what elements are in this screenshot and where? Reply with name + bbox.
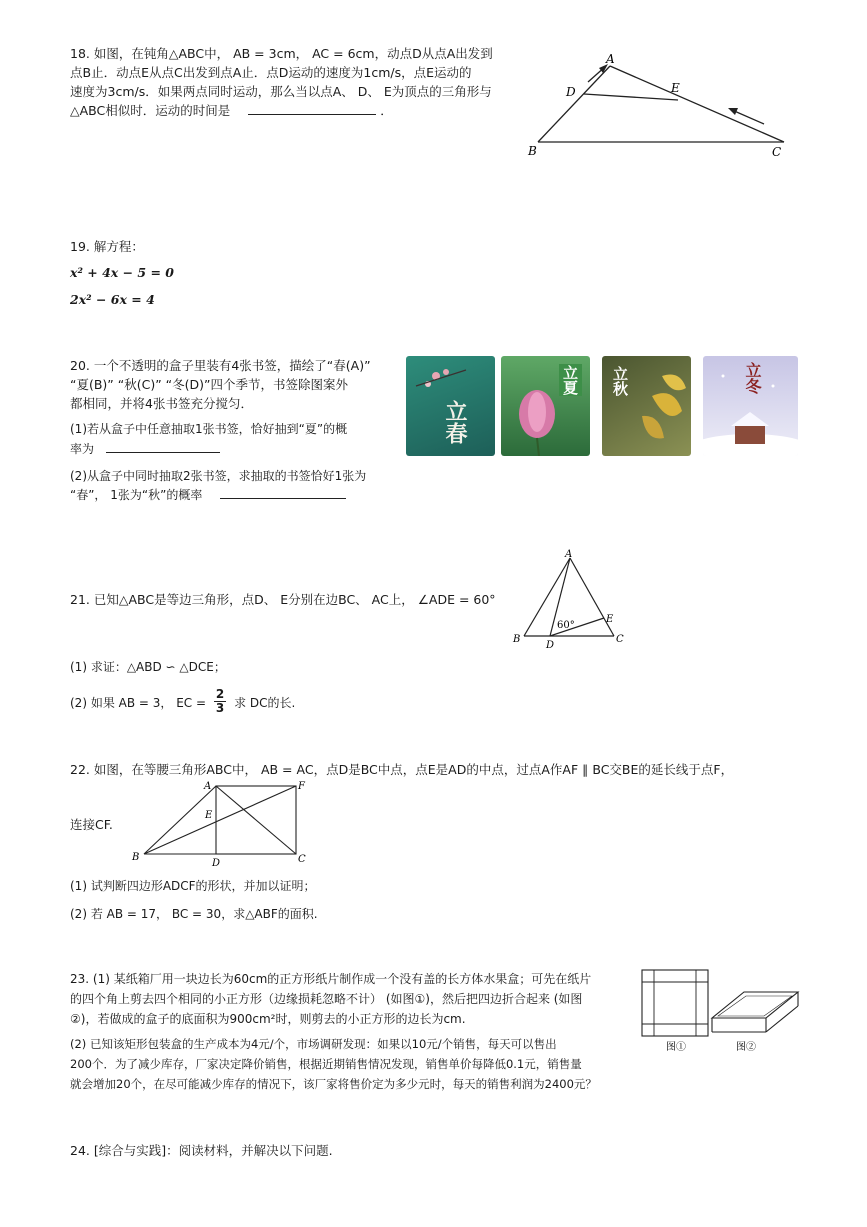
q21-fig-label-e: E — [606, 614, 614, 625]
bookmark-winter-label: 立冬 — [743, 362, 762, 394]
q23-fig1-caption: 图① — [666, 1042, 686, 1053]
q20-part1-blank[interactable] — [106, 440, 220, 453]
q20-part2-row — [70, 486, 346, 505]
q22-fig-label-c: C — [298, 854, 306, 865]
q23-line1: 23. (1) 某纸箱厂用一块边长为60cm的正方形纸片制作成一个没有盖的长方体水果盒；可先在纸片 — [70, 972, 592, 986]
q22-fig-label-d: D — [212, 858, 221, 868]
q21-part2-suffix: 求 DC的长. — [234, 696, 296, 710]
bookmark-spring-label: 立春 — [442, 400, 468, 444]
q20-part1-row — [70, 440, 220, 459]
q21-fraction-num: 2 — [215, 687, 225, 701]
q21-fig-label-a: A — [565, 549, 573, 560]
q18-line4-row — [70, 101, 393, 120]
q23-figure-1 — [640, 966, 712, 1056]
q18-line4-end: ． — [380, 103, 393, 118]
q18-fig-label-a: A — [606, 52, 615, 66]
q21-fig-label-c: C — [616, 634, 624, 645]
q22-part2: (2) 若 AB = 17， BC = 30，求△ABF的面积. — [70, 907, 318, 921]
q18-figure — [524, 52, 794, 162]
q23-line5: 200个．为了减少库存，厂家决定降价销售，根据近期销售情况发现，销售单价每降低0.1元，销售量 — [70, 1057, 582, 1071]
q18-fig-label-d: D — [566, 85, 576, 99]
q21-fig-label-b: B — [513, 634, 521, 645]
q22-stem2: 连接CF. — [70, 817, 113, 832]
q20-line2: “夏(B)” “秋(C)” “冬(D)”四个季节，书签除图案外 — [70, 377, 348, 392]
q20-part1-line1: (1)若从盒子中任意抽取1张书签，恰好抽到“夏”的概 — [70, 422, 348, 436]
q18-line3: 速度为3cm/s．如果两点同时运动，那么当以点A、 D、 E为顶点的三角形与 — [70, 84, 492, 99]
q22-fig-label-a: A — [204, 781, 212, 792]
q24-title: 24. [综合与实践]：阅读材料，并解决以下问题. — [70, 1143, 333, 1158]
q21-fraction — [214, 688, 226, 715]
q19-equation-2: 2x² − 6x = 4 — [70, 292, 155, 307]
q18-fig-label-e: E — [671, 81, 680, 95]
q21-part2-prefix: (2) 如果 AB = 3， EC = — [70, 696, 207, 710]
q22-stem: 22. 如图，在等腰三角形ABC中， AB = AC，点D是BC中点，点E是AD的中点，过点A作AF ∥ BC交BE的延长线于点F， — [70, 762, 734, 777]
q19-equation-1: x² + 4x − 5 = 0 — [70, 265, 175, 280]
q20-part2-blank[interactable] — [220, 486, 346, 499]
q20-line1: 20. 一个不透明的盒子里装有4张书签，描绘了“春(A)” — [70, 358, 371, 373]
q20-part1-line2: 率为 — [70, 442, 95, 456]
q22-part1: (1) 试判断四边形ADCF的形状，并加以证明； — [70, 879, 316, 893]
q22-fig-label-e: E — [205, 810, 213, 821]
q21-fraction-den: 3 — [215, 701, 225, 715]
q20-part2-line2: “春”， 1张为“秋”的概率 — [70, 488, 203, 502]
q19-title: 19. 解方程： — [70, 239, 144, 254]
bookmark-summer-label: 立夏 — [559, 364, 582, 396]
q21-fig-label-d: D — [546, 640, 555, 650]
q18-line1: 18. 如图，在钝角△ABC中， AB = 3cm， AC = 6cm，动点D从点A出发到 — [70, 46, 493, 61]
q23-figure-2 — [708, 980, 804, 1056]
q18-fig-label-b: B — [528, 144, 537, 158]
q22-fig-label-b: B — [132, 852, 140, 863]
bookmark-summer — [501, 356, 590, 456]
q18-line2: 点B止．动点E从点C出发到点A止．点D运动的速度为1cm/s，点E运动的 — [70, 65, 472, 80]
q22-figure — [128, 778, 314, 868]
bookmark-winter — [703, 356, 798, 456]
q18-line4: △ABC相似时．运动的时间是 — [70, 103, 231, 118]
q21-figure — [510, 546, 630, 650]
q21-part2-row — [70, 687, 296, 717]
bookmark-autumn-label: 立秋 — [611, 366, 629, 396]
q23-line6: 就会增加20个，在尽可能减少库存的情况下，该厂家将售价定为多少元时，每天的销售利润为2400元？ — [70, 1077, 597, 1091]
q23-line3: ②)，若做成的盒子的底面积为900cm²时，则剪去的小正方形的边长为cm. — [70, 1012, 466, 1026]
q21-stem: 21. 已知△ABC是等边三角形，点D、 E分别在边BC、 AC上， ∠ADE = 60° — [70, 592, 496, 607]
q23-line2: 的四个角上剪去四个相同的小正方形（边缘损耗忽略不计） (如图①)，然后把四边折合起来 (如图 — [70, 992, 583, 1006]
q18-fig-label-c: C — [772, 145, 782, 159]
q20-line3: 都相同，并将4张书签充分搅匀． — [70, 396, 253, 411]
q23-fig2-caption: 图② — [736, 1042, 756, 1053]
bookmark-spring — [406, 356, 495, 456]
q21-fig-angle: 60° — [557, 620, 575, 631]
q22-fig-label-f: F — [298, 781, 305, 792]
q23-line4: (2) 已知该矩形包装盒的生产成本为4元/个，市场调研发现：如果以10元/个销售，每天可以售出 — [70, 1037, 557, 1051]
q18-answer-blank[interactable] — [248, 102, 376, 115]
q21-part1: (1) 求证：△ABD ∽ △DCE； — [70, 660, 226, 674]
bookmark-autumn — [602, 356, 691, 456]
q20-part2-line1: (2)从盒子中同时抽取2张书签，求抽取的书签恰好1张为 — [70, 469, 367, 483]
